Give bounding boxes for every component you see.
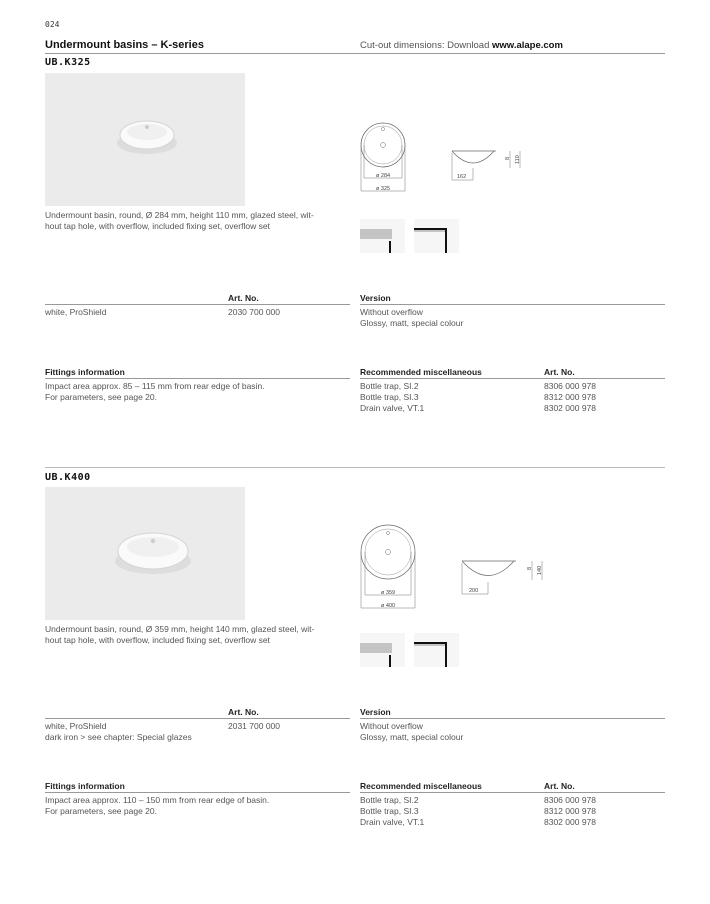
dim-outer-diameter: ø 325	[376, 186, 391, 192]
misc-item-name: Bottle trap, SI.3	[360, 392, 419, 402]
fittings-text	[45, 381, 265, 403]
fittings-text	[45, 795, 269, 817]
misc-item-art-no: 8312 000 978	[544, 806, 596, 816]
dim-height: 140	[537, 565, 543, 575]
page-title: Undermount basins – K-series	[45, 39, 204, 51]
section-rule	[360, 792, 665, 793]
description-line: hout tap hole, with overflow, included fixing set, overflow set	[45, 635, 270, 645]
misc-item-name: Bottle trap, SI.2	[360, 795, 419, 805]
variant-finish: white, ProShield	[45, 307, 107, 317]
version-header: Version	[360, 293, 391, 303]
page-number: 024	[45, 20, 60, 29]
product-model: UB.K325	[45, 57, 91, 68]
misc-item-art-no: 8312 000 978	[544, 392, 596, 402]
cross-section-step-drawing	[414, 633, 459, 667]
product-description	[45, 624, 345, 646]
header-rule	[45, 53, 665, 54]
description-line: Undermount basin, round, Ø 284 mm, height 110 mm, glazed steel, wit-	[45, 210, 314, 220]
section-rule	[45, 792, 350, 793]
misc-header: Recommended miscellaneous	[360, 367, 482, 377]
description-line: Undermount basin, round, Ø 359 mm, height 140 mm, glazed steel, wit-	[45, 624, 315, 634]
misc-names	[360, 795, 424, 828]
version-list	[360, 721, 463, 743]
product-photo	[45, 73, 245, 206]
version-header: Version	[360, 707, 391, 717]
misc-item-name: Drain valve, VT.1	[360, 403, 425, 413]
section-rule	[45, 378, 350, 379]
dim-depth-width: 162	[457, 174, 467, 180]
version-item: Without overflow	[360, 307, 423, 317]
art-no-header: Art. No.	[228, 293, 259, 303]
section-rule	[45, 304, 350, 305]
section-rule	[360, 378, 665, 379]
product-divider	[45, 467, 665, 468]
technical-drawing	[360, 118, 540, 198]
basin-photo-illustration	[45, 487, 245, 620]
variant-art-no: 2031 700 000	[228, 721, 280, 731]
cross-section-step	[414, 633, 459, 667]
download-link[interactable]: www.alape.com	[492, 40, 563, 51]
misc-item-art-no: 8306 000 978	[544, 795, 596, 805]
misc-names	[360, 381, 424, 414]
dim-rim: 8	[505, 156, 511, 160]
misc-item-art-no: 8302 000 978	[544, 403, 596, 413]
fittings-line: For parameters, see page 20.	[45, 392, 157, 402]
cross-section-flat	[360, 633, 405, 667]
misc-header: Recommended miscellaneous	[360, 781, 482, 791]
version-item: Without overflow	[360, 721, 423, 731]
misc-item-name: Drain valve, VT.1	[360, 817, 425, 827]
product-description	[45, 210, 345, 232]
misc-art-nos	[544, 795, 596, 828]
technical-drawing	[360, 522, 550, 612]
misc-item-name: Bottle trap, SI.3	[360, 806, 419, 816]
misc-art-no-header: Art. No.	[544, 367, 575, 377]
dim-inner-diameter: ø 359	[381, 590, 396, 596]
fittings-line: Impact area approx. 110 – 150 mm from rear edge of basin.	[45, 795, 270, 805]
misc-item-art-no: 8306 000 978	[544, 381, 596, 391]
section-rule	[45, 718, 350, 719]
version-item: Glossy, matt, special colour	[360, 732, 464, 742]
dim-rim: 8	[527, 566, 533, 570]
dim-outer-diameter: ø 400	[381, 603, 396, 609]
product-photo	[45, 487, 245, 620]
cross-section-flat-drawing	[360, 633, 405, 667]
misc-art-no-header: Art. No.	[544, 781, 575, 791]
cross-section-flat-drawing	[360, 219, 405, 253]
cross-section-step	[414, 219, 459, 253]
basin-photo-illustration	[45, 73, 245, 206]
fittings-line: For parameters, see page 20.	[45, 806, 157, 816]
product-model: UB.K400	[45, 472, 91, 483]
section-rule	[360, 304, 665, 305]
art-no-header: Art. No.	[228, 707, 259, 717]
variant-art-no: 2030 700 000	[228, 307, 280, 317]
download-prefix: Cut-out dimensions: Download	[360, 40, 493, 51]
description-line: hout tap hole, with overflow, included fixing set, overflow set	[45, 221, 270, 231]
misc-art-nos	[544, 381, 596, 414]
cross-section-step-drawing	[414, 219, 459, 253]
variant-finish-list	[45, 721, 192, 743]
fittings-header: Fittings information	[45, 781, 125, 791]
dim-height: 110	[515, 155, 521, 164]
download-note	[360, 40, 563, 51]
section-rule	[360, 718, 665, 719]
version-item: Glossy, matt, special colour	[360, 318, 464, 328]
fittings-line: Impact area approx. 85 – 115 mm from rear edge of basin.	[45, 381, 265, 391]
version-list	[360, 307, 463, 329]
misc-item-art-no: 8302 000 978	[544, 817, 596, 827]
dim-inner-diameter: ø 284	[376, 173, 391, 179]
fittings-header: Fittings information	[45, 367, 125, 377]
dim-depth-width: 200	[469, 588, 479, 594]
misc-item-name: Bottle trap, SI.2	[360, 381, 419, 391]
cross-section-flat	[360, 219, 405, 253]
variant-finish: white, ProShield	[45, 721, 107, 731]
variant-finish: dark iron > see chapter: Special glazes	[45, 732, 192, 742]
